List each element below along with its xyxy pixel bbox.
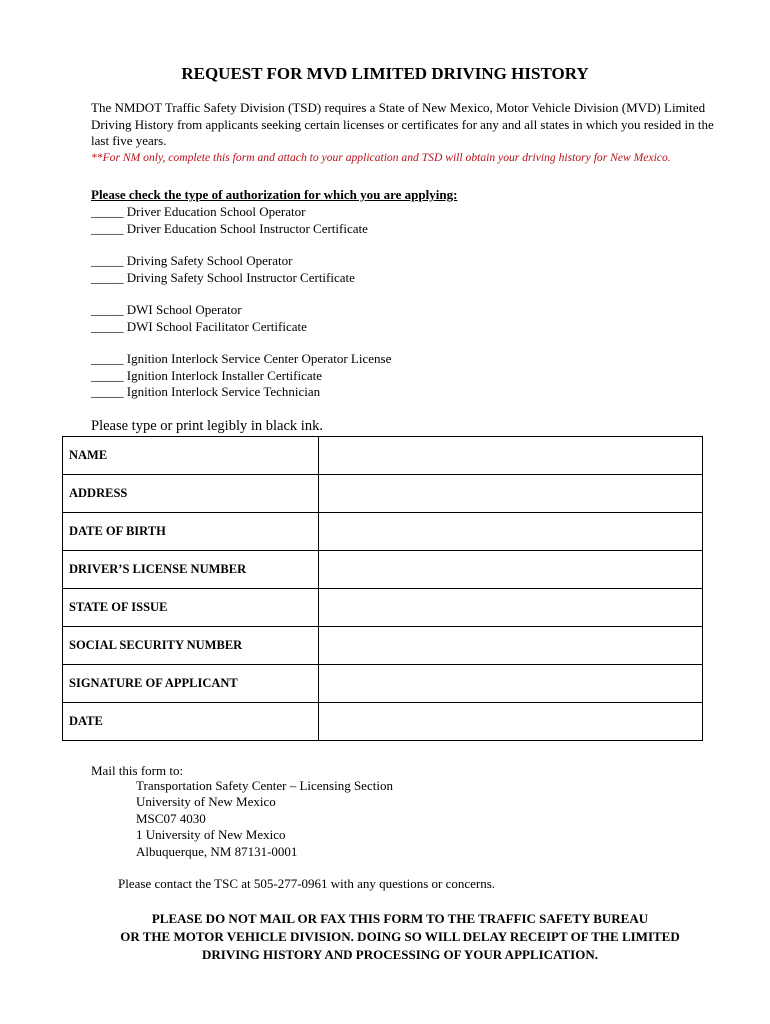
field-label-ssn: SOCIAL SECURITY NUMBER xyxy=(63,627,319,665)
option-interlock-technician[interactable]: _____ Ignition Interlock Service Technician xyxy=(91,384,321,399)
option-dwi-operator[interactable]: _____ DWI School Operator xyxy=(91,302,242,317)
page-title: REQUEST FOR MVD LIMITED DRIVING HISTORY xyxy=(181,64,589,83)
mail-warning xyxy=(0,910,770,964)
option-driver-ed-instructor[interactable]: _____ Driver Education School Instructor Certificate xyxy=(91,220,368,236)
intro-paragraph: The NMDOT Traffic Safety Division (TSD) requires a State of New Mexico, Motor Vehicle Division (MVD) Limited Driving History from applicants seeking certain licenses or certificates for any and all states in which you resided in the last five years. xyxy=(91,100,714,148)
authorization-heading: Please check the type of authorization for which you are applying: xyxy=(91,187,458,202)
warning-line: OR THE MOTOR VEHICLE DIVISION. DOING SO WILL DELAY RECEIPT OF THE LIMITED xyxy=(120,929,680,944)
date-of-birth-field[interactable] xyxy=(319,513,703,551)
signature-field[interactable] xyxy=(319,665,703,703)
option-interlock-center-operator[interactable]: _____ Ignition Interlock Service Center Operator License xyxy=(91,351,392,366)
option-dwi-facilitator[interactable]: _____ DWI School Facilitator Certificate xyxy=(91,318,307,334)
field-label-date: DATE xyxy=(63,703,319,741)
table-row xyxy=(63,475,703,513)
address-line: Transportation Safety Center – Licensing Section xyxy=(136,778,393,793)
field-label-name: NAME xyxy=(63,437,319,475)
mail-lead: Mail this form to: xyxy=(91,763,184,778)
option-interlock-installer[interactable]: _____ Ignition Interlock Installer Certificate xyxy=(91,367,323,383)
address-line: Albuquerque, NM 87131-0001 xyxy=(136,843,298,859)
name-field[interactable] xyxy=(319,437,703,475)
field-label-state: STATE OF ISSUE xyxy=(63,589,319,627)
ssn-field[interactable] xyxy=(319,627,703,665)
nm-note: **For NM only, complete this form and attach to your application and TSD will obtain your driving history for New Mexico. xyxy=(91,150,671,164)
option-driving-safety-operator[interactable]: _____ Driving Safety School Operator xyxy=(91,253,293,268)
field-label-license: DRIVER’S LICENSE NUMBER xyxy=(63,551,319,589)
ignition-interlock-options xyxy=(91,351,391,401)
table-row xyxy=(63,551,703,589)
print-instruction: Please type or print legibly in black ink. xyxy=(91,418,323,434)
license-number-field[interactable] xyxy=(319,551,703,589)
field-label-address: ADDRESS xyxy=(63,475,319,513)
applicant-info-table xyxy=(62,436,703,741)
address-line: MSC07 4030 xyxy=(136,810,206,826)
driving-safety-options xyxy=(91,253,355,286)
field-label-signature: SIGNATURE OF APPLICANT xyxy=(63,665,319,703)
table-row xyxy=(63,665,703,703)
field-label-dob: DATE OF BIRTH xyxy=(63,513,319,551)
table-row xyxy=(63,589,703,627)
table-row xyxy=(63,513,703,551)
dwi-options xyxy=(91,302,307,335)
warning-line: PLEASE DO NOT MAIL OR FAX THIS FORM TO THE TRAFFIC SAFETY BUREAU xyxy=(151,911,649,926)
mailing-address xyxy=(136,778,393,860)
table-row xyxy=(63,627,703,665)
table-row xyxy=(63,437,703,475)
address-line: 1 University of New Mexico xyxy=(136,827,286,843)
contact-info: Please contact the TSC at 505-277-0961 with any questions or concerns. xyxy=(118,876,496,891)
driver-education-options xyxy=(91,204,368,237)
table-row xyxy=(63,703,703,741)
address-field[interactable] xyxy=(319,475,703,513)
warning-line: DRIVING HISTORY AND PROCESSING OF YOUR APPLICATION. xyxy=(202,947,598,962)
address-line: University of New Mexico xyxy=(136,794,276,810)
date-field[interactable] xyxy=(319,703,703,741)
option-driving-safety-instructor[interactable]: _____ Driving Safety School Instructor Certificate xyxy=(91,269,355,285)
state-of-issue-field[interactable] xyxy=(319,589,703,627)
option-driver-ed-operator[interactable]: _____ Driver Education School Operator xyxy=(91,204,306,219)
intro-section xyxy=(91,100,731,166)
